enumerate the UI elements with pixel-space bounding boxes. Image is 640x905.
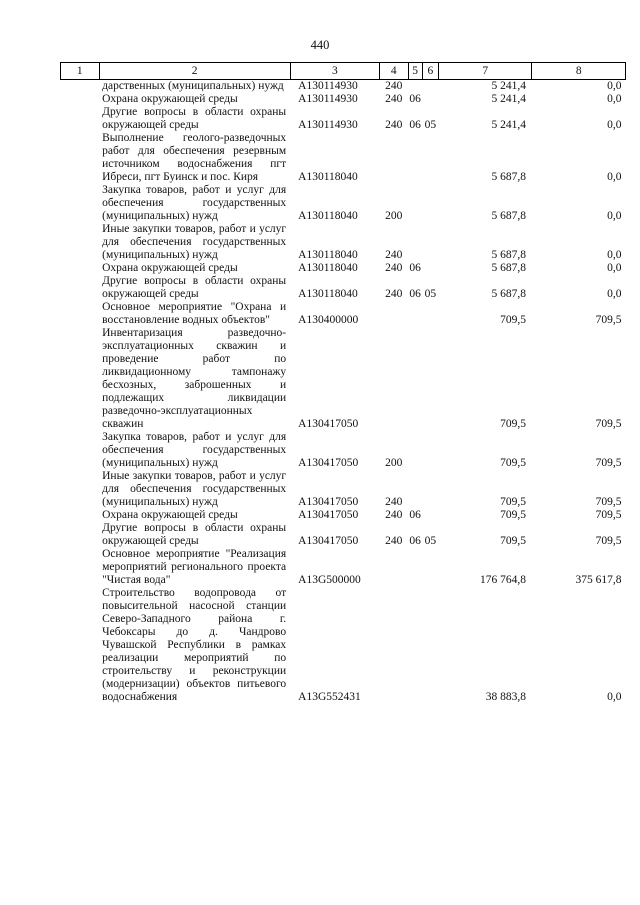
row-col5 [408,132,422,184]
row-code: А130417050 [298,418,359,430]
table-row [61,431,626,470]
row-col5 [408,327,422,431]
row-amount-col8: 0,0 [607,288,622,300]
row-name: Охрана окружающей среды [102,262,238,274]
table-header-row [61,63,626,80]
row-col5 [408,80,422,94]
row-code: А130417050 [298,496,359,508]
table-row [61,522,626,548]
row-name: Другие вопросы в области охраны окружающей среды [102,106,287,131]
row-col4: 200 [385,457,403,469]
table-row [61,275,626,301]
row-col5 [408,223,422,262]
column-header: 2 [99,63,290,80]
row-name: Закупка товаров, работ и услуг для обеспечения государственных (муниципальных) нужд [102,184,287,222]
row-amount-col8: 709,5 [595,509,622,521]
row-amount-col7: 709,5 [500,418,526,430]
row-col5 [408,548,422,587]
row-col6 [422,509,438,522]
row-name: Основное мероприятие "Охрана и восстановление водных объектов" [102,301,287,326]
row-col6: 05 [424,288,437,300]
row-amount-col7: 5 241,4 [491,80,526,92]
row-index-cell [61,470,100,509]
table-row [61,223,626,262]
row-index-cell [61,431,100,470]
table-row [61,93,626,106]
row-amount-col7: 5 687,8 [491,171,526,183]
table-row [61,587,626,704]
row-name: Иные закупки товаров, работ и услуг для обеспечения государственных (муниципальных) нужд [102,223,287,261]
column-header: 6 [422,63,438,80]
row-amount-col7: 5 687,8 [491,249,526,261]
row-col5: 06 [409,509,421,521]
row-name: Закупка товаров, работ и услуг для обеспечения государственных (муниципальных) нужд [102,431,287,469]
row-name: Охрана окружающей среды [102,509,238,521]
row-index-cell [61,184,100,223]
table-row [61,106,626,132]
row-amount-col8: 0,0 [607,210,622,222]
row-index-cell [61,93,100,106]
row-col6 [422,327,438,431]
row-name: Строительство водопровода от повысительной насосной станции Северо-Западного района г. Чебоксары до д. Чандрово Чувашской Республики в рамках реализации мероприятий по строительству и реконструкции (модернизации) объектов питьевого водоснабжения [102,587,287,703]
row-name: Другие вопросы в области охраны окружающей среды [102,275,287,300]
row-col6 [422,80,438,94]
column-header: 5 [408,63,422,80]
row-index-cell [61,223,100,262]
row-amount-col7: 5 687,8 [491,288,526,300]
table-row [61,80,626,94]
table-row [61,509,626,522]
row-col4 [380,327,408,431]
row-name: Инвентаризация разведочно-эксплуатационных скважин и проведение работ по ликвидационному тампонажу бесхозных, заброшенных и подлежащих ликвидации разведочно-эксплуатационных скважин [102,327,287,430]
row-col5: 06 [409,262,421,274]
row-col6 [422,587,438,704]
table-row [61,301,626,327]
row-amount-col7: 709,5 [500,496,526,508]
table-row [61,132,626,184]
row-col5 [408,184,422,223]
row-col4: 240 [385,509,403,521]
row-col5 [408,587,422,704]
row-amount-col7: 5 241,4 [491,119,526,131]
row-amount-col8: 0,0 [607,80,622,92]
row-amount-col7: 5 241,4 [491,93,526,105]
page-number: 440 [310,38,330,52]
row-amount-col7: 709,5 [500,457,526,469]
table-row [61,470,626,509]
row-code: А130118040 [298,171,358,183]
row-amount-col7: 176 764,8 [479,574,526,586]
column-header: 1 [61,63,100,80]
table-row [61,262,626,275]
row-col5 [408,301,422,327]
row-code: А130400000 [298,314,359,326]
row-name: Иные закупки товаров, работ и услуг для обеспечения государственных (муниципальных) нужд [102,470,287,508]
row-amount-col7: 5 687,8 [491,262,526,274]
row-col6 [422,301,438,327]
row-col5: 06 [409,535,421,547]
row-col4: 240 [385,262,403,274]
column-header: 7 [438,63,531,80]
row-col4 [380,132,408,184]
row-code: А130114930 [298,80,358,92]
row-code: А130417050 [298,535,359,547]
row-code: А130417050 [298,457,359,469]
row-col4: 200 [385,210,403,222]
row-col6: 05 [424,119,437,131]
row-index-cell [61,301,100,327]
row-col4 [380,301,408,327]
row-name: дарственных (муниципальных) нужд [102,80,284,92]
row-index-cell [61,327,100,431]
row-name: Другие вопросы в области охраны окружающей среды [102,522,287,547]
row-amount-col8: 709,5 [595,418,622,430]
row-code: А130118040 [298,249,358,261]
row-index-cell [61,509,100,522]
row-col4 [380,587,408,704]
row-amount-col8: 0,0 [607,691,622,703]
row-col4: 240 [385,80,403,92]
row-code: А13G552431 [298,691,361,703]
row-amount-col8: 0,0 [607,93,622,105]
row-index-cell [61,548,100,587]
row-amount-col7: 38 883,8 [485,691,526,703]
row-code: А130118040 [298,262,358,274]
row-index-cell [61,275,100,301]
row-amount-col8: 0,0 [607,171,622,183]
row-code: А130114930 [298,93,358,105]
row-index-cell [61,522,100,548]
row-amount-col8: 709,5 [595,535,622,547]
row-amount-col8: 709,5 [595,314,622,326]
row-col6 [422,223,438,262]
row-index-cell [61,106,100,132]
column-header: 4 [380,63,408,80]
row-col4: 240 [385,496,403,508]
row-amount-col8: 0,0 [607,119,622,131]
row-index-cell [61,132,100,184]
row-col6 [422,431,438,470]
row-col5 [408,470,422,509]
row-amount-col8: 0,0 [607,249,622,261]
row-col4: 240 [385,249,403,261]
table-row [61,327,626,431]
row-amount-col8: 709,5 [595,457,622,469]
row-col5 [408,431,422,470]
row-col4: 240 [385,535,403,547]
row-amount-col7: 5 687,8 [491,210,526,222]
row-col6 [422,93,438,106]
row-index-cell [61,262,100,275]
row-col5: 06 [409,119,421,131]
row-code: А130118040 [298,210,358,222]
row-amount-col7: 709,5 [500,509,526,521]
row-code: А130417050 [298,509,359,521]
row-amount-col7: 709,5 [500,314,526,326]
budget-table [60,62,626,704]
row-col4: 240 [385,288,403,300]
row-col6: 05 [424,535,437,547]
row-col5: 06 [409,288,421,300]
row-col6 [422,262,438,275]
table-row [61,184,626,223]
row-index-cell [61,587,100,704]
row-col6 [422,132,438,184]
row-col4 [380,548,408,587]
row-name: Выполнение геолого-разведочных работ для обеспечения резервным источником водоснабжения пгт Ибреси, пгт Буинск и пос. Киря [102,132,287,183]
row-code: А130114930 [298,119,358,131]
column-header: 8 [532,63,626,80]
row-col4: 240 [385,93,403,105]
row-col5: 06 [409,93,421,105]
column-header: 3 [290,63,379,80]
row-col6 [422,184,438,223]
row-col6 [422,548,438,587]
row-code: А130118040 [298,288,358,300]
row-amount-col8: 375 617,8 [575,574,622,586]
row-name: Основное мероприятие "Реализация мероприятий регионального проекта "Чистая вода" [102,548,287,586]
row-index-cell [61,80,100,94]
row-col4: 240 [385,119,403,131]
table-row [61,548,626,587]
row-name: Охрана окружающей среды [102,93,238,105]
row-amount-col8: 709,5 [595,496,622,508]
row-col6 [422,470,438,509]
row-amount-col7: 709,5 [500,535,526,547]
row-code: А13G500000 [298,574,361,586]
row-amount-col8: 0,0 [607,262,622,274]
